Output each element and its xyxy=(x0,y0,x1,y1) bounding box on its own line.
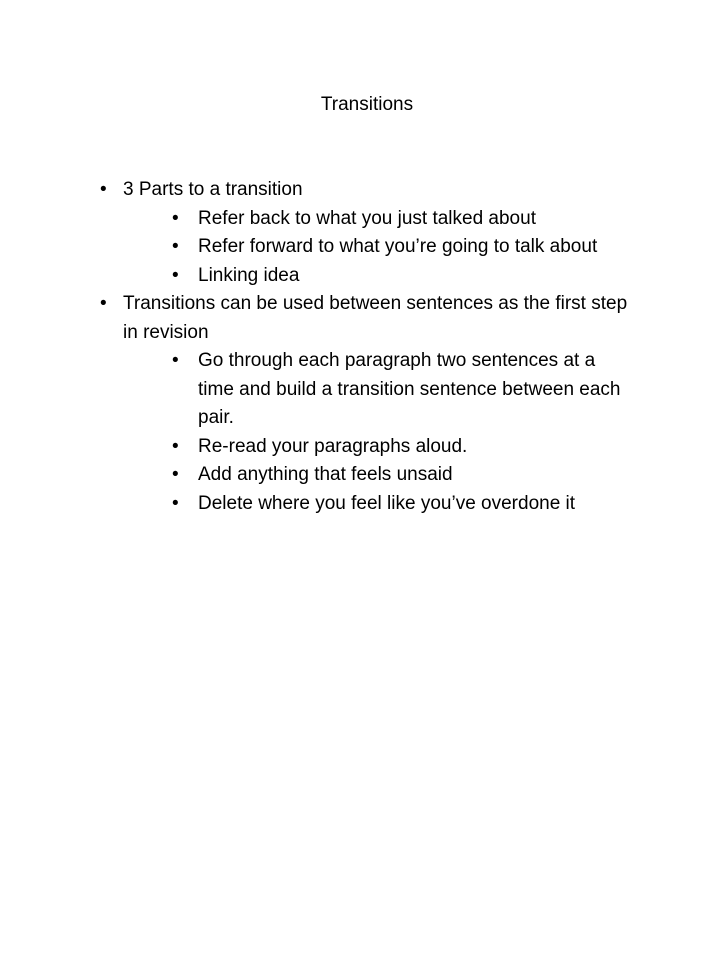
list-item-text: 3 Parts to a transition xyxy=(123,179,303,200)
list-item xyxy=(100,176,630,290)
sub-bullet-list xyxy=(123,347,630,518)
sub-list-item: • Go through each paragraph two sentences at a time and build a transition sentence between each pair. xyxy=(172,347,630,433)
list-item-text: Transitions can be used between sentences as the first step in revision xyxy=(123,293,628,343)
bullet-list xyxy=(100,176,630,518)
sub-list-item: • Re-read your paragraphs aloud. xyxy=(172,433,630,462)
sub-list-item: • Refer forward to what you’re going to talk about xyxy=(172,233,630,262)
sub-bullet-list xyxy=(123,205,630,291)
list-item xyxy=(100,290,630,518)
sub-list-item: • Refer back to what you just talked about xyxy=(172,205,630,234)
sub-list-item: • Delete where you feel like you’ve overdone it xyxy=(172,490,630,519)
page-title: Transitions xyxy=(320,94,414,115)
sub-list-item: • Linking idea xyxy=(172,262,630,291)
sub-list-item: • Add anything that feels unsaid xyxy=(172,461,630,490)
